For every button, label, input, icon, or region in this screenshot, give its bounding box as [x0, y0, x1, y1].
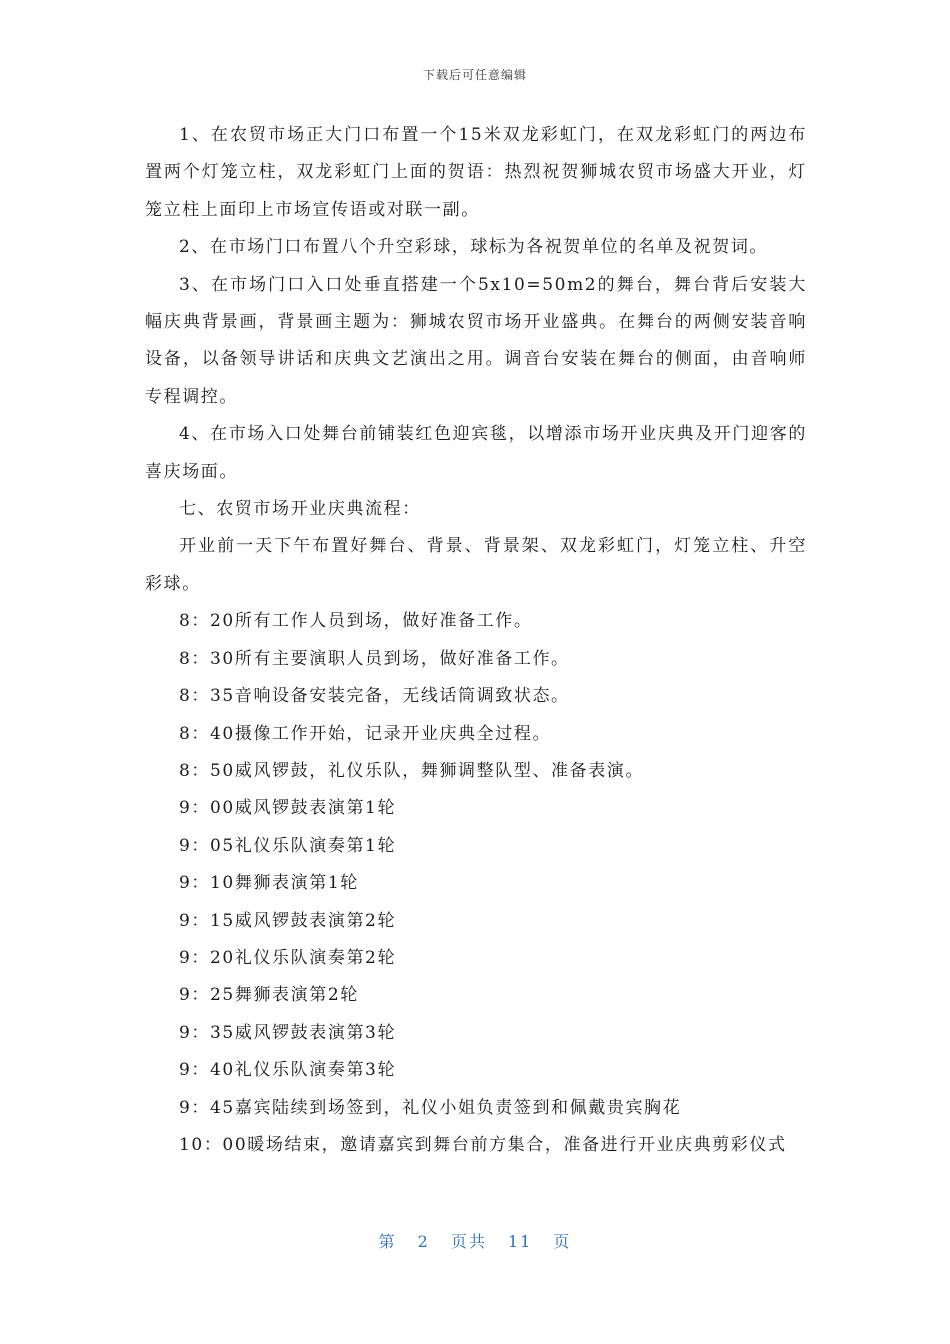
- schedule-item: 9：10舞狮表演第1轮: [179, 873, 359, 894]
- page-footer: 第 2 页共 11 页: [378, 1232, 572, 1251]
- schedule-item: 9：05礼仪乐队演奏第1轮: [179, 835, 397, 856]
- page-header: 下载后可任意编辑: [422, 68, 527, 82]
- schedule-item: 9：35威风锣鼓表演第3轮: [179, 1022, 397, 1043]
- schedule-item: 9：40礼仪乐队演奏第3轮: [179, 1060, 397, 1081]
- schedule-item: 8：50威风锣鼓，礼仪乐队，舞狮调整队型、准备表演。: [179, 760, 645, 781]
- section-heading: 七、农贸市场开业庆典流程：: [179, 499, 421, 520]
- schedule-item: 9：25舞狮表演第2轮: [179, 985, 359, 1006]
- schedule-item: 9：20礼仪乐队演奏第2轮: [179, 947, 397, 968]
- paragraph: 4、在市场入口处舞台前铺装红色迎宾毯，以增添市场开业庆典及开门迎客的喜庆场面。: [145, 424, 807, 482]
- schedule-item: 9：00威风锣鼓表演第1轮: [179, 798, 397, 819]
- schedule-item: 9：15威风锣鼓表演第2轮: [179, 910, 397, 931]
- schedule-item: 8：35音响设备安装完备，无线话筒调致状态。: [179, 686, 570, 707]
- schedule-item: 8：40摄像工作开始，记录开业庆典全过程。: [179, 723, 552, 744]
- paragraph: 3、在市场门口入口处垂直搭建一个5x10=50m2的舞台，舞台背后安装大幅庆典背景画，背景画主题为：狮城农贸市场开业盛典。在舞台的两侧安装音响设备，以备领导讲话和庆典文艺演出之用。调音台安装在舞台的侧面，由音响师专程调控。: [145, 274, 807, 407]
- paragraph: 开业前一天下午布置好舞台、背景、背景架、双龙彩虹门，灯笼立柱、升空彩球。: [145, 536, 807, 594]
- schedule-item: 8：20所有工作人员到场，做好准备工作。: [179, 611, 533, 632]
- paragraph: 1、在农贸市场正大门口布置一个15米双龙彩虹门，在双龙彩虹门的两边布置两个灯笼立柱，双龙彩虹门上面的贺语：热烈祝贺狮城农贸市场盛大开业，灯笼立柱上面印上市场宣传语或对联一副。: [145, 125, 807, 220]
- schedule-item: 8：30所有主要演职人员到场，做好准备工作。: [179, 648, 570, 669]
- schedule-item: 9：45嘉宾陆续到场签到，礼仪小姐负责签到和佩戴贵宾胸花: [179, 1097, 682, 1118]
- paragraph: 2、在市场门口布置八个升空彩球，球标为各祝贺单位的名单及祝贺词。: [179, 237, 769, 258]
- document-body: [145, 117, 807, 1164]
- schedule-item: 10：00暖场结束，邀请嘉宾到舞台前方集合，准备进行开业庆典剪彩仪式: [179, 1134, 787, 1155]
